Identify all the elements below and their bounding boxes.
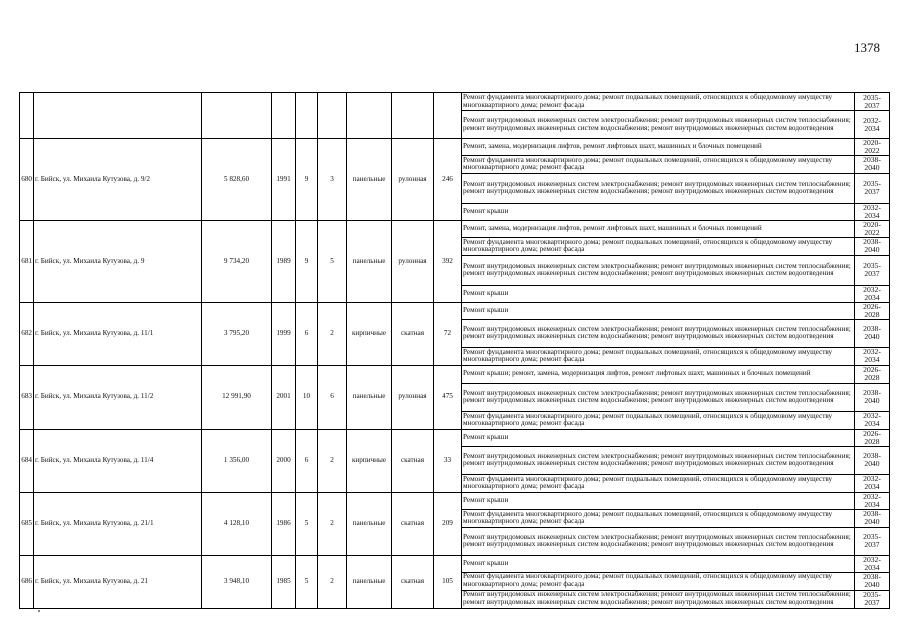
house-roof-type: скатная	[392, 302, 434, 365]
work-description: Ремонт внутридомовых инженерных систем электроснабжения; ремонт внутридомовых инженерных систем теплоснабжения; ремонт внутридомовых инженерных систем водоснабжения; ремонт внутридомовых инженерных систем водоотведения	[462, 446, 855, 474]
house-entrances	[318, 93, 347, 139]
work-description: Ремонт крыши	[462, 203, 855, 220]
table-row	[20, 429, 890, 446]
work-description: Ремонт фундамента многоквартирного дома; ремонт подвальных помещений, относящихся к общедомовому имуществу многоквартирного дома; ремонт фасада	[462, 572, 855, 590]
house-wall-material: панельные	[347, 365, 392, 429]
work-description: Ремонт фундамента многоквартирного дома; ремонт подвальных помещений, относящихся к общедомовому имуществу многоквартирного дома; ремонт фасада	[462, 155, 855, 173]
house-roof-type: рулонная	[392, 220, 434, 302]
work-description: Ремонт фундамента многоквартирного дома; ремонт подвальных помещений, относящихся к общедомовому имуществу многоквартирного дома; ремонт фасада	[462, 474, 855, 492]
repair-program-table	[19, 92, 890, 609]
house-floors: 5	[296, 555, 318, 608]
house-roof-type: скатная	[392, 429, 434, 492]
page-number: 1378	[854, 40, 880, 55]
house-area: 4 128,10	[202, 492, 272, 555]
house-address: г. Бийск, ул. Михаила Кутузова, д. 21/1	[34, 492, 202, 555]
work-period: 2038-2040	[855, 383, 890, 411]
house-entrances: 3	[318, 139, 347, 221]
work-description: Ремонт крыши	[462, 555, 855, 572]
work-period: 2038-2040	[855, 237, 890, 255]
house-apartments: 209	[434, 492, 462, 555]
table-row	[20, 220, 890, 237]
house-wall-material: панельные	[347, 220, 392, 302]
house-wall-material: панельные	[347, 555, 392, 608]
table-row	[20, 492, 890, 509]
work-period: 2032-2034	[855, 285, 890, 302]
house-roof-type: рулонная	[392, 139, 434, 221]
house-year: 1985	[272, 555, 296, 608]
house-number: 682	[20, 302, 34, 365]
house-wall-material: панельные	[347, 139, 392, 221]
work-period: 2038-2040	[855, 155, 890, 173]
house-address	[34, 93, 202, 139]
house-address: г. Бийск, ул. Михаила Кутузова, д. 11/4	[34, 429, 202, 492]
house-year: 2000	[272, 429, 296, 492]
house-address: г. Бийск, ул. Михаила Кутузова, д. 11/1	[34, 302, 202, 365]
house-floors	[296, 93, 318, 139]
work-period: 2038-2040	[855, 319, 890, 347]
work-description: Ремонт внутридомовых инженерных систем электроснабжения; ремонт внутридомовых инженерных систем теплоснабжения; ремонт внутридомовых инженерных систем водоснабжения; ремонт внутридомовых инженерных систем водоотведения	[462, 111, 855, 139]
house-wall-material: кирпичные	[347, 302, 392, 365]
work-description: Ремонт внутридомовых инженерных систем электроснабжения; ремонт внутридомовых инженерных систем теплоснабжения; ремонт внутридомовых инженерных систем водоснабжения; ремонт внутридомовых инженерных систем водоотведения	[462, 173, 855, 203]
house-roof-type: скатная	[392, 555, 434, 608]
table-body	[20, 93, 890, 609]
house-year: 1999	[272, 302, 296, 365]
work-period: 2038-2040	[855, 572, 890, 590]
work-description: Ремонт фундамента многоквартирного дома; ремонт подвальных помещений, относящихся к общедомовому имуществу многоквартирного дома; ремонт фасада	[462, 347, 855, 365]
house-wall-material: панельные	[347, 492, 392, 555]
work-period: 2032-2034	[855, 492, 890, 509]
house-year: 1989	[272, 220, 296, 302]
work-period: 2026-2028	[855, 365, 890, 383]
house-number	[20, 93, 34, 139]
house-floors: 6	[296, 302, 318, 365]
house-entrances: 5	[318, 220, 347, 302]
table-row	[20, 302, 890, 319]
house-year: 1986	[272, 492, 296, 555]
work-description: Ремонт фундамента многоквартирного дома; ремонт подвальных помещений, относящихся к общедомовому имуществу многоквартирного дома; ремонт фасада	[462, 411, 855, 429]
work-description: Ремонт внутридомовых инженерных систем электроснабжения; ремонт внутридомовых инженерных систем теплоснабжения; ремонт внутридомовых инженерных систем водоснабжения; ремонт внутридомовых инженерных систем водоотведения	[462, 527, 855, 555]
house-area: 1 356,00	[202, 429, 272, 492]
work-description: Ремонт внутридомовых инженерных систем электроснабжения; ремонт внутридомовых инженерных систем теплоснабжения; ремонт внутридомовых инженерных систем водоснабжения; ремонт внутридомовых инженерных систем водоотведения	[462, 590, 855, 608]
work-period: 2032-2034	[855, 555, 890, 572]
house-number: 681	[20, 220, 34, 302]
house-entrances: 2	[318, 302, 347, 365]
table-row	[20, 93, 890, 111]
work-period: 2035-2037	[855, 255, 890, 285]
house-area: 9 734,20	[202, 220, 272, 302]
house-entrances: 6	[318, 365, 347, 429]
work-period: 2032-2034	[855, 347, 890, 365]
house-address: г. Бийск, ул. Михаила Кутузова, д. 11/2	[34, 365, 202, 429]
work-period: 2020-2022	[855, 139, 890, 156]
house-address: г. Бийск, ул. Михаила Кутузова, д. 21	[34, 555, 202, 608]
work-description: Ремонт, замена, модернизация лифтов, ремонт лифтовых шахт, машинных и блочных помещений	[462, 220, 855, 237]
house-number: 680	[20, 139, 34, 221]
house-area: 12 991,90	[202, 365, 272, 429]
house-roof-type: рулонная	[392, 365, 434, 429]
house-number: 684	[20, 429, 34, 492]
work-period: 2032-2034	[855, 474, 890, 492]
house-floors: 10	[296, 365, 318, 429]
house-apartments: 246	[434, 139, 462, 221]
house-area: 3 948,10	[202, 555, 272, 608]
house-floors: 6	[296, 429, 318, 492]
house-apartments: 475	[434, 365, 462, 429]
work-description: Ремонт крыши	[462, 302, 855, 319]
scan-speck	[38, 610, 40, 612]
house-apartments: 33	[434, 429, 462, 492]
work-description: Ремонт фундамента многоквартирного дома; ремонт подвальных помещений, относящихся к общедомовому имуществу многоквартирного дома; ремонт фасада	[462, 509, 855, 527]
house-floors: 9	[296, 220, 318, 302]
work-period: 2035-2037	[855, 93, 890, 111]
work-period: 2035-2037	[855, 527, 890, 555]
work-period: 2026-2028	[855, 302, 890, 319]
work-description: Ремонт фундамента многоквартирного дома; ремонт подвальных помещений, относящихся к общедомовому имуществу многоквартирного дома; ремонт фасада	[462, 237, 855, 255]
house-entrances: 2	[318, 492, 347, 555]
work-description: Ремонт, замена, модернизация лифтов, ремонт лифтовых шахт, машинных и блочных помещений	[462, 139, 855, 156]
house-entrances: 2	[318, 555, 347, 608]
house-apartments: 392	[434, 220, 462, 302]
work-description: Ремонт внутридомовых инженерных систем электроснабжения; ремонт внутридомовых инженерных систем теплоснабжения; ремонт внутридомовых инженерных систем водоснабжения; ремонт внутридомовых инженерных систем водоотведения	[462, 255, 855, 285]
house-entrances: 2	[318, 429, 347, 492]
work-period: 2035-2037	[855, 590, 890, 608]
house-wall-material: кирпичные	[347, 429, 392, 492]
work-period: 2032-2034	[855, 111, 890, 139]
table-row	[20, 139, 890, 156]
work-description: Ремонт крыши; ремонт, замена, модернизация лифтов, ремонт лифтовых шахт, машинных и блочных помещений	[462, 365, 855, 383]
work-period: 2038-2040	[855, 509, 890, 527]
house-area: 5 828,60	[202, 139, 272, 221]
house-year	[272, 93, 296, 139]
work-description: Ремонт фундамента многоквартирного дома; ремонт подвальных помещений, относящихся к общедомовому имуществу многоквартирного дома; ремонт фасада	[462, 93, 855, 111]
house-floors: 5	[296, 492, 318, 555]
work-description: Ремонт крыши	[462, 285, 855, 302]
house-area: 3 795,20	[202, 302, 272, 365]
work-period: 2035-2037	[855, 173, 890, 203]
house-year: 2001	[272, 365, 296, 429]
house-apartments: 105	[434, 555, 462, 608]
work-description: Ремонт крыши	[462, 492, 855, 509]
work-period: 2026-2028	[855, 429, 890, 446]
house-number: 685	[20, 492, 34, 555]
house-roof-type: скатная	[392, 492, 434, 555]
house-apartments: 72	[434, 302, 462, 365]
house-address: г. Бийск, ул. Михаила Кутузова, д. 9/2	[34, 139, 202, 221]
work-description: Ремонт внутридомовых инженерных систем электроснабжения; ремонт внутридомовых инженерных систем теплоснабжения; ремонт внутридомовых инженерных систем водоснабжения; ремонт внутридомовых инженерных систем водоотведения	[462, 383, 855, 411]
house-number: 683	[20, 365, 34, 429]
house-address: г. Бийск, ул. Михаила Кутузова, д. 9	[34, 220, 202, 302]
work-period: 2032-2034	[855, 203, 890, 220]
table-row	[20, 365, 890, 383]
house-wall-material	[347, 93, 392, 139]
work-period: 2020-2022	[855, 220, 890, 237]
house-area	[202, 93, 272, 139]
work-description: Ремонт внутридомовых инженерных систем электроснабжения; ремонт внутридомовых инженерных систем теплоснабжения; ремонт внутридомовых инженерных систем водоснабжения; ремонт внутридомовых инженерных систем водоотведения	[462, 319, 855, 347]
house-year: 1991	[272, 139, 296, 221]
work-period: 2032-2034	[855, 411, 890, 429]
work-description: Ремонт крыши	[462, 429, 855, 446]
work-period: 2038-2040	[855, 446, 890, 474]
table-row	[20, 555, 890, 572]
house-floors: 9	[296, 139, 318, 221]
house-roof-type	[392, 93, 434, 139]
house-number: 686	[20, 555, 34, 608]
house-apartments	[434, 93, 462, 139]
